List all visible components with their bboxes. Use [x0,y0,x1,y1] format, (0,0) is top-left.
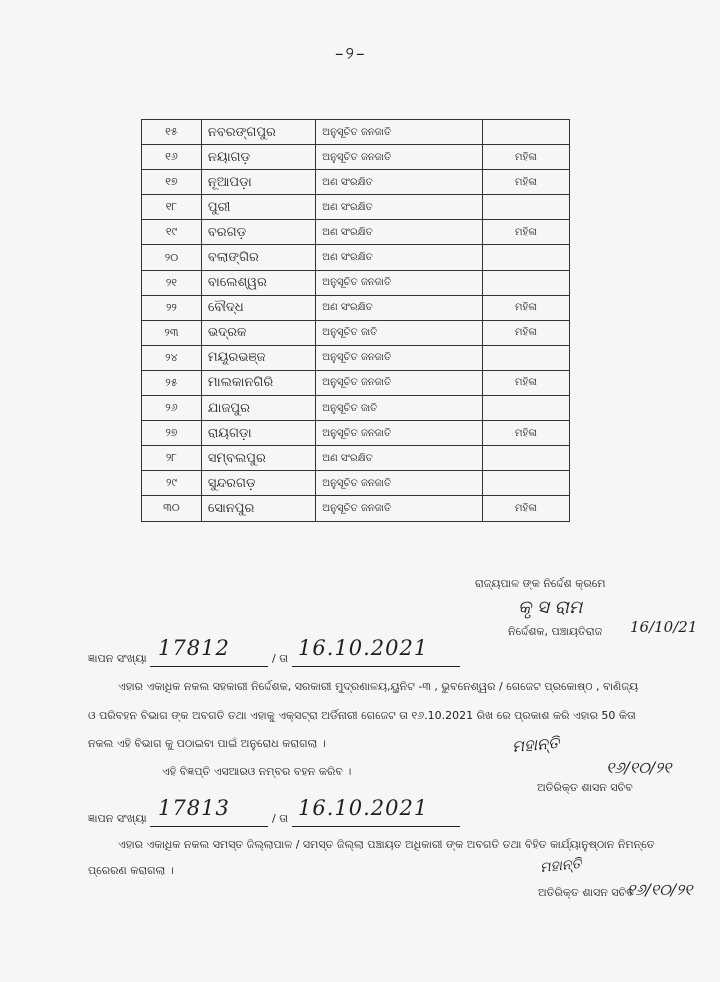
director-signature: କୃ ସ ରାମ [518,597,583,618]
row-remark: ମହିଳା [482,421,569,446]
row-district: ନୂଆପଡ଼ା [201,170,315,195]
table-row [142,245,570,270]
row-serial: ୧୫ [142,120,202,145]
row-serial: ୨୪ [142,345,202,370]
memo1-signatory-title: ଅତିରିକ୍ତ ଶାସନ ସଚିବ [537,781,633,794]
memo2-para-line2: ପ୍ରେରଣ କରାଗଲା । [88,864,174,877]
memo1-number-underline [150,666,268,667]
row-district: ବଲାଙ୍ଗିର [201,245,315,270]
row-category: ଅଣ ସଂରକ୍ଷିତ [316,220,483,245]
row-serial: ୨୧ [142,270,202,295]
row-serial: ୨୮ [142,446,202,471]
row-district: ପୁରୀ [201,195,315,220]
table-row [142,145,570,170]
row-district: ନବରଙ୍ଗପୁର [201,120,315,145]
row-district: ରାୟଗଡ଼ା [201,421,315,446]
row-remark [482,396,569,421]
memo2-signature-date: ୧୬/୧୦/୨୧ [627,880,693,899]
row-remark: ମହିଳା [482,496,569,521]
page-number: –୨– [335,44,367,64]
row-category: ଅନୁସୂଚିତ ଜନଜାତି [316,370,483,395]
memo1-note: ଏହି ବିଜ୍ଞପ୍ତି ଏସଆରଓ ନମ୍ବର ବହନ କରିବ । [162,765,352,778]
row-remark: ମହିଳା [482,220,569,245]
row-remark [482,270,569,295]
table-row [142,120,570,145]
memo1-signature: ମହାନ୍ତି [511,732,561,757]
memo2-date: 16.10.2021 [298,796,429,820]
table-row [142,421,570,446]
row-category: ଅନୁସୂଚିତ ଜନଜାତି [316,496,483,521]
memo1-para-line2: ଓ ପରିବହନ ବିଭାଗ ଙ୍କ ଅବଗତି ତଥା ଏହାକୁ ଏକ୍ସଟ୍ରା ଅର୍ଡିନାରୀ ଗେଜେଟ ତା ୧୬.10.2021 ରିଖ ରେ ପ୍ରକାଶ କରି ଏହାର 50 କିତା [88,709,636,722]
row-district: ସୋନପୁର [201,496,315,521]
row-remark: ମହିଳା [482,320,569,345]
memo1-para-line1: ଏହାର ଏକାଧିକ ନକଲ ସହକାରୀ ନିର୍ଦ୍ଦେଶକ, ସରକାରୀ ମୁଦ୍ରଣାଳୟ,ୟୁନିଟ -୩ , ଭୁବନେଶ୍ୱର / ଗେଜେଟ ପ୍ରକୋଷ୍ଠ , ବାଣିଜ୍ୟ [118,680,639,693]
table-row [142,396,570,421]
memo1-date-underline [292,666,460,667]
row-serial: ୨୩ [142,320,202,345]
memo2-para-line1: ଏହାର ଏକାଧିକ ନକଲ ସମସ୍ତ ଜିଲ୍ଲାପାଳ / ସମସ୍ତ ଜିଲ୍ଲା ପଞ୍ଚାୟତ ଅଧିକାରୀ ଙ୍କ ଅବଗତି ତଥା ବିହିତ କାର୍ଯ୍ୟାନୁଷ୍ଠାନ ନିମନ୍ତେ [118,838,655,851]
row-district: ମାଲକାନଗିରି [201,370,315,395]
row-category: ଅଣ ସଂରକ୍ଷିତ [316,446,483,471]
row-district: ଯାଜପୁର [201,396,315,421]
memo1-label: ଜ୍ଞାପନ ସଂଖ୍ୟା [88,652,147,665]
table-row [142,446,570,471]
table-row [142,195,570,220]
by-order-text: ରାଜ୍ୟପାଳ ଙ୍କ ନିର୍ଦ୍ଦେଶ କ୍ରମେ [475,577,606,590]
row-category: ଅନୁସୂଚିତ ଜନଜାତି [316,270,483,295]
table-row [142,471,570,496]
director-title: ନିର୍ଦ୍ଦେଶକ, ପଞ୍ଚାୟତିରାଜ [508,625,603,638]
row-district: ସମ୍ବଲପୁର [201,446,315,471]
row-category: ଅଣ ସଂରକ୍ଷିତ [316,195,483,220]
row-district: ଭଦ୍ରକ [201,320,315,345]
memo2-date-underline [292,826,460,827]
memo2-number: 17813 [158,796,230,820]
memo2-signature: ମହାନ୍ତି [539,855,583,877]
memo1-para-line3: ନକଲ ଏହି ବିଭାଗ କୁ ପଠାଇବା ପାଇଁ ଅନୁରୋଧ କରାଗଲା । [88,737,326,750]
row-serial: ୨୨ [142,295,202,320]
row-remark: ମହିଳା [482,295,569,320]
table-row [142,170,570,195]
row-district: ବରଗଡ଼ [201,220,315,245]
table-row [142,345,570,370]
row-serial: ୧୬ [142,145,202,170]
row-category: ଅନୁସୂଚିତ ଜନଜାତି [316,471,483,496]
memo1-date: 16.10.2021 [298,636,429,660]
table-row [142,496,570,521]
row-category: ଅଣ ସଂରକ୍ଷିତ [316,295,483,320]
row-category: ଅଣ ସଂରକ୍ଷିତ [316,170,483,195]
table-row [142,295,570,320]
table-row [142,370,570,395]
row-remark: ମହିଳା [482,170,569,195]
row-district: ନୟାଗଡ଼ [201,145,315,170]
row-district: ସୁନ୍ଦରଗଡ଼ [201,471,315,496]
row-category: ଅନୁସୂଚିତ ଜନଜାତି [316,345,483,370]
row-serial: ୨୬ [142,396,202,421]
memo2-signatory-title: ଅତିରିକ୍ତ ଶାସନ ସଚିବ [538,886,634,899]
row-serial: ୨୫ [142,370,202,395]
director-signature-date: 16/10/21 [630,618,698,636]
row-serial: ୨୦ [142,245,202,270]
table-row [142,320,570,345]
memo1-number: 17812 [158,636,230,660]
row-category: ଅନୁସୂଚିତ ଜାତି [316,320,483,345]
row-category: ଅନୁସୂଚିତ ଜନଜାତି [316,145,483,170]
row-remark [482,471,569,496]
memo1-date-label: / ତା [272,652,288,665]
row-category: ଅନୁସୂଚିତ ଜାତି [316,396,483,421]
row-remark [482,345,569,370]
row-remark [482,195,569,220]
table-row [142,270,570,295]
row-remark [482,245,569,270]
row-remark: ମହିଳା [482,145,569,170]
row-serial: ୧୯ [142,220,202,245]
row-category: ଅନୁସୂଚିତ ଜନଜାତି [316,421,483,446]
row-district: ବାଲେଶ୍ୱର [201,270,315,295]
row-serial: ୨୭ [142,421,202,446]
table-row [142,220,570,245]
memo2-label: ଜ୍ଞାପନ ସଂଖ୍ୟା [88,812,147,825]
memo2-number-underline [150,826,268,827]
row-remark [482,120,569,145]
row-district: ମୟୂରଭଞ୍ଜ [201,345,315,370]
memo1-signature-date: ୧୬/୧୦/୨୧ [606,758,672,777]
memo2-date-label: / ତା [272,812,288,825]
row-category: ଅନୁସୂଚିତ ଜନଜାତି [316,120,483,145]
row-remark: ମହିଳା [482,370,569,395]
row-district: ବୌଦ୍ଧ [201,295,315,320]
row-serial: ୨୯ [142,471,202,496]
district-reservation-table [141,119,570,522]
row-serial: ୧୮ [142,195,202,220]
row-remark [482,446,569,471]
row-serial: ୩୦ [142,496,202,521]
row-category: ଅଣ ସଂରକ୍ଷିତ [316,245,483,270]
row-serial: ୧୭ [142,170,202,195]
